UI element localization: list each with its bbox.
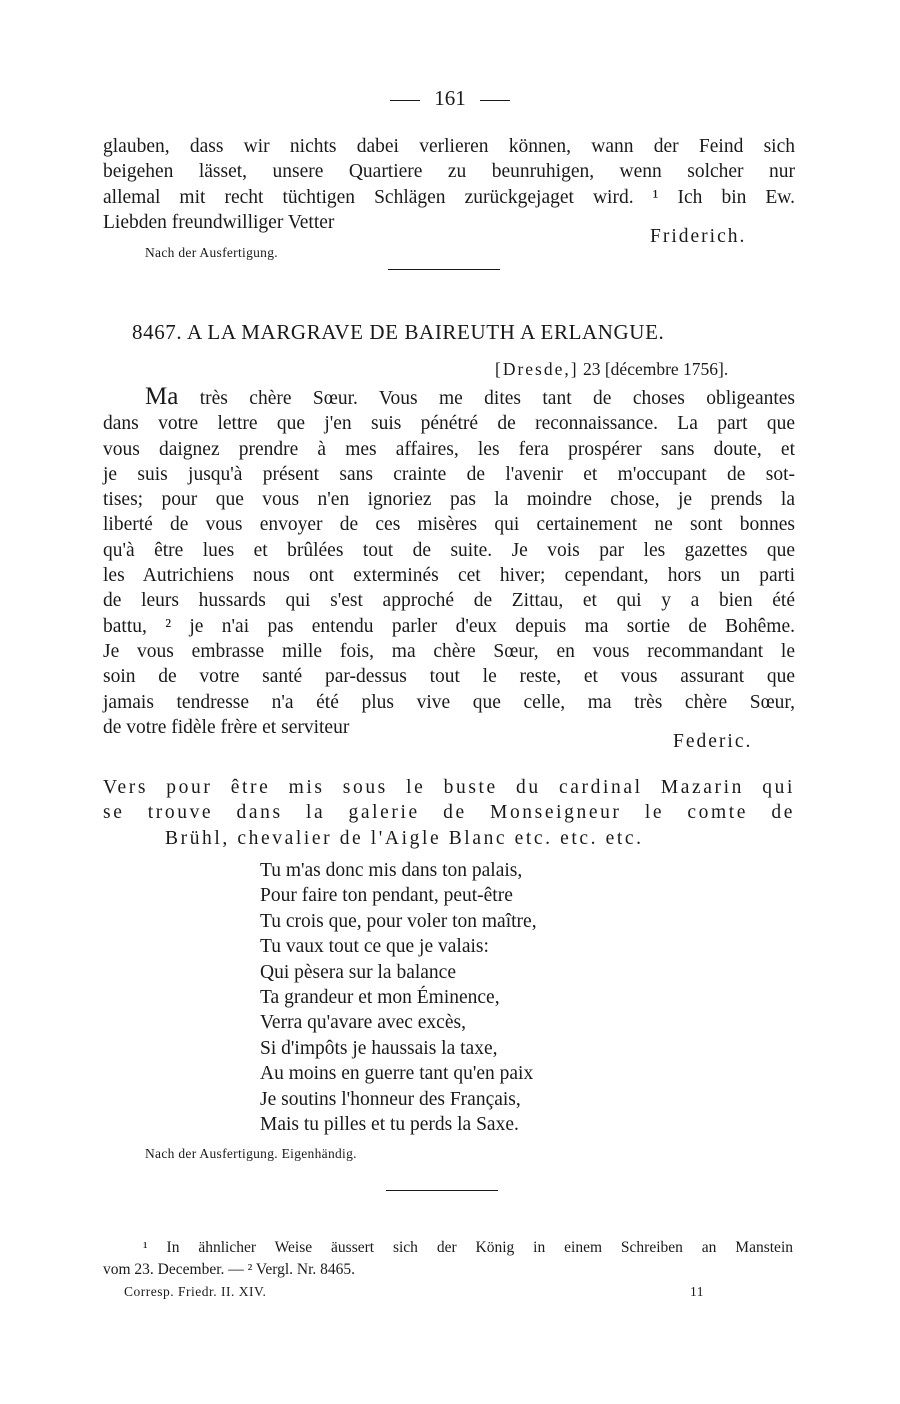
poem-line: Verra qu'avare avec excès,	[260, 1012, 466, 1034]
verse-title-line: Brühl, chevalier de l'Aigle Blanc etc. etc. etc.	[165, 827, 644, 849]
letter-heading: 8467. A LA MARGRAVE DE BAIREUTH A ERLANGUE.	[132, 320, 665, 344]
text-line: vous daignez prendre à mes affaires, les fera prospérer sans doute, et	[103, 438, 795, 460]
poem-line: Au moins en guerre tant qu'en paix	[260, 1063, 534, 1085]
poem-line: Si d'impôts je haussais la taxe,	[260, 1037, 498, 1059]
verse-title-line: Vers pour être mis sous le buste du cardinal Mazarin qui	[103, 777, 795, 798]
text-line: jamais tendresse n'a été plus vive que celle, ma très chère Sœur,	[103, 691, 795, 713]
text-line: je suis jusqu'à présent sans crainte de l'avenir et m'occupant de sot-	[103, 463, 795, 485]
letter-body	[103, 384, 795, 740]
page-header	[0, 86, 900, 111]
letter-dateline	[495, 359, 728, 380]
text-line: soin de votre santé par-dessus tout le reste, et vous assurant que	[103, 666, 795, 688]
source-note: Nach der Ausfertigung. Eigenhändig.	[145, 1146, 357, 1161]
text-line: beigehen lässet, unsere Quartiere zu beunruhigen, wenn solcher nur	[103, 161, 795, 183]
footnotes	[103, 1237, 793, 1281]
text-line: liberté de vous envoyer de ces misères qui certainement ne sont bonnes	[103, 514, 795, 536]
poem-line: Mais tu pilles et tu perds la Saxe.	[260, 1114, 519, 1136]
text-line: les Autrichiens nous ont exterminés cet hiver; cependant, hors un parti	[103, 565, 795, 587]
verse-title	[103, 775, 795, 851]
text-line: battu, ² je n'ai pas entendu parler d'eux depuis ma sortie de Bohême.	[103, 615, 795, 637]
section-divider	[388, 269, 500, 270]
text-line: dans votre lettre que j'en suis pénétré de reconnaissance. La part que	[103, 413, 795, 435]
text-fragment: très chère Sœur. Vous me dites tant de choses obligeantes	[199, 388, 796, 409]
source-note: Nach der Ausfertigung.	[145, 245, 278, 260]
poem-line: Qui pèsera sur la balance	[260, 961, 456, 983]
dropcap: Ma	[145, 383, 179, 410]
section-divider	[386, 1190, 498, 1191]
footnote-line: vom 23. December. — ² Vergl. Nr. 8465.	[103, 1261, 356, 1278]
continuation-paragraph	[103, 134, 795, 235]
signature-mark-left: Corresp. Friedr. II. XIV.	[124, 1284, 267, 1299]
page-number: 161	[434, 86, 466, 110]
signature-mark-right: 11	[690, 1284, 704, 1299]
signature-friderich: Friderich.	[650, 226, 747, 247]
date-place: [Dresde,]	[495, 359, 579, 379]
header-dash-right	[480, 100, 510, 101]
text-line: de leurs hussards qui s'est approché de Zittau, et qui y a bien été	[103, 590, 795, 612]
text-line: allemal mit recht tüchtigen Schlägen zurückgejaget wird. ¹ Ich bin Ew.	[103, 186, 795, 208]
text-line: glauben, dass wir nichts dabei verlieren können, wann der Feind sich	[103, 136, 795, 157]
date-rest: 23 [décembre 1756].	[582, 359, 729, 379]
poem	[260, 858, 537, 1137]
poem-line: Je soutins l'honneur des Français,	[260, 1088, 521, 1110]
text-line	[103, 384, 795, 411]
text-line: tises; pour que vous n'en ignoriez pas la moindre chose, je prends la	[103, 489, 795, 511]
poem-line: Pour faire ton pendant, peut-être	[260, 885, 513, 907]
signature-federic: Federic.	[673, 731, 753, 752]
poem-line: Ta grandeur et mon Éminence,	[260, 987, 500, 1009]
text-line: qu'à être lues et brûlées tout de suite. Je vois par les gazettes que	[103, 539, 795, 561]
text-line: Liebden freundwilliger Vetter	[103, 211, 335, 233]
poem-line: Tu crois que, pour voler ton maître,	[260, 910, 537, 932]
verse-title-line: se trouve dans la galerie de Monseigneur le comte de	[103, 802, 795, 824]
poem-line: Tu m'as donc mis dans ton palais,	[260, 860, 523, 881]
header-dash-left	[390, 100, 420, 101]
poem-line: Tu vaux tout ce que je valais:	[260, 936, 489, 958]
text-line: Je vous embrasse mille fois, ma chère Sœur, en vous recommandant le	[103, 640, 795, 662]
footnote-line: ¹ In ähnlicher Weise äussert sich der König in einem Schreiben an Manstein	[143, 1239, 793, 1256]
text-line: de votre fidèle frère et serviteur	[103, 716, 350, 738]
